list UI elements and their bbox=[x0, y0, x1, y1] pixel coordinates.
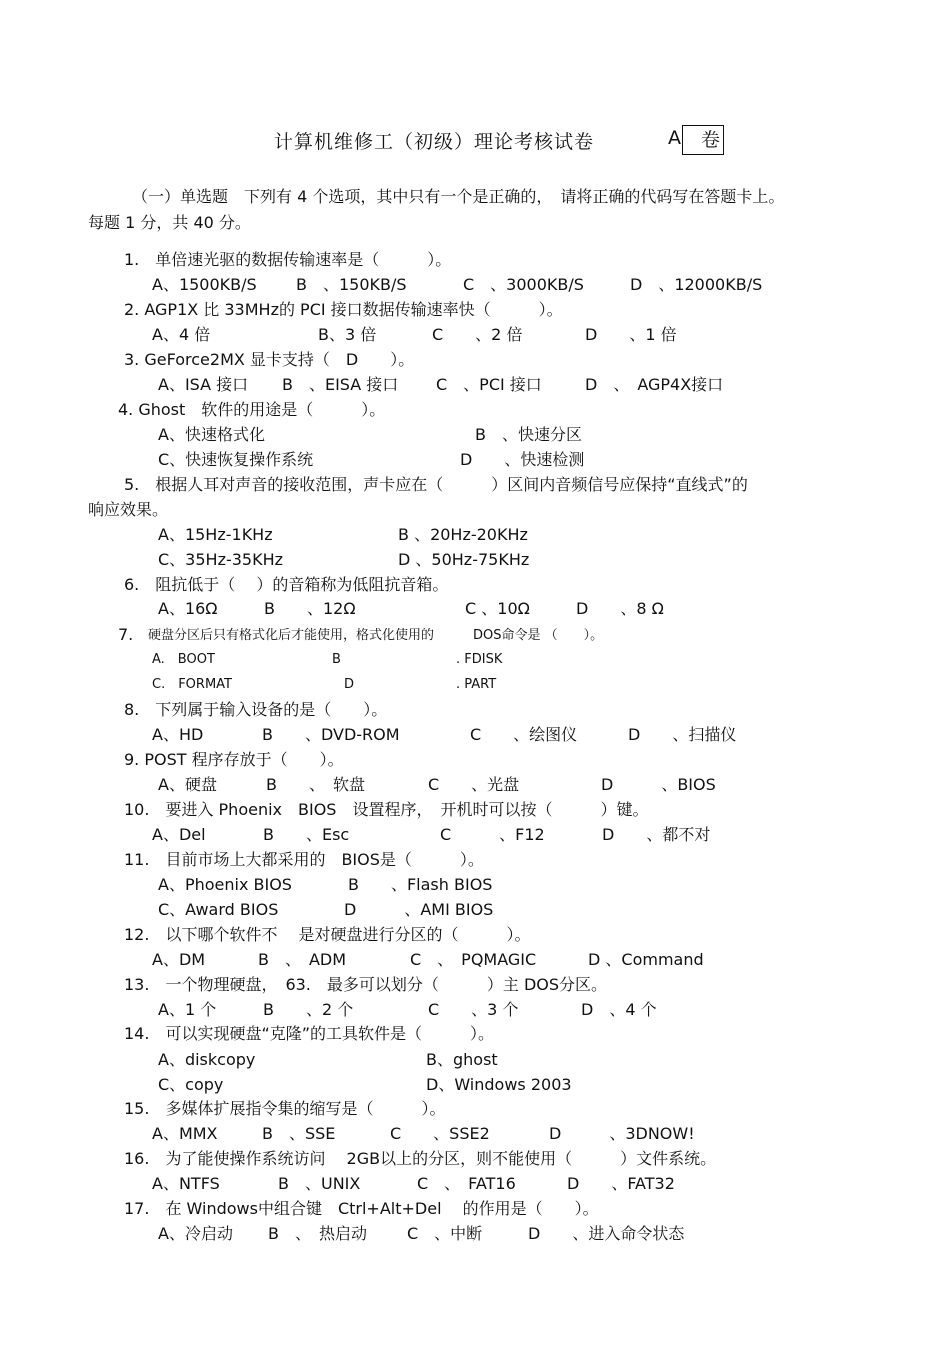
question-stem: 14. 可以实现硬盘“克隆”的工具软件是（ ）。 bbox=[124, 1024, 495, 1043]
option-d: D 、8 Ω bbox=[576, 599, 664, 618]
question-options bbox=[0, 375, 950, 395]
option-a: A、4 倍 bbox=[152, 325, 211, 344]
question-stem: 1. 单倍速光驱的数据传输速率是（ ）。 bbox=[124, 250, 452, 269]
question-stem: 16. 为了能使操作系统访问 2GB以上的分区，则不能使用（ ）文件系统。 bbox=[124, 1149, 717, 1168]
question-options bbox=[0, 275, 950, 295]
option-d: D 、4 个 bbox=[581, 1000, 657, 1019]
option-d: D、Windows 2003 bbox=[426, 1075, 572, 1094]
question-options bbox=[0, 450, 950, 470]
option-c: C 、 PQMAGIC bbox=[410, 950, 537, 969]
option-b: B 、 ADM bbox=[258, 950, 347, 969]
question-options bbox=[0, 1224, 950, 1244]
question-options bbox=[0, 725, 950, 745]
section-instructions: （一）单选题 下列有 4 个选项，其中只有一个是正确的， 请将正确的代码写在答题卡上。 bbox=[132, 187, 785, 206]
option-a: A. BOOT bbox=[152, 652, 215, 667]
question-options bbox=[0, 1075, 950, 1095]
question-stem: 4. Ghost 软件的用途是（ ）。 bbox=[118, 400, 386, 419]
option-c: C 、绘图仪 bbox=[470, 725, 578, 744]
question-options bbox=[0, 675, 950, 695]
option-a: A、ISA 接口 bbox=[158, 375, 249, 394]
question-options bbox=[0, 525, 950, 545]
option-d: D 、12000KB/S bbox=[630, 275, 763, 294]
question-options bbox=[0, 1000, 950, 1020]
option-d: D 、3DNOW! bbox=[549, 1124, 695, 1143]
option-c: C 、中断 bbox=[407, 1224, 483, 1243]
question-stem: 6. 阻抗低于（ ）的音箱称为低阻抗音箱。 bbox=[124, 575, 449, 594]
paper-version-box: 卷 bbox=[682, 125, 724, 155]
option-a: A、Del bbox=[152, 825, 206, 844]
question-stem: 10. 要进入 Phoenix BIOS 设置程序， 开机时可以按（ ）键。 bbox=[124, 800, 649, 819]
option-d: D 、Command bbox=[588, 950, 704, 969]
option-a: A、快速格式化 bbox=[158, 425, 265, 444]
option-d-text: . PART bbox=[456, 677, 497, 692]
option-c: C、copy bbox=[158, 1075, 224, 1094]
option-b: B 、SSE bbox=[262, 1124, 336, 1143]
option-a: A、DM bbox=[152, 950, 206, 969]
question-options bbox=[0, 650, 950, 670]
option-a: A、1 个 bbox=[158, 1000, 217, 1019]
page-title: 计算机维修工（初级）理论考核试卷 bbox=[274, 131, 595, 153]
question-stem: 12. 以下哪个软件不 是对硬盘进行分区的（ ）。 bbox=[124, 925, 531, 944]
question-stem-continued: 响应效果。 bbox=[88, 500, 169, 519]
option-b: B 、12Ω bbox=[264, 599, 356, 618]
question-options bbox=[0, 425, 950, 445]
option-c: C 、光盘 bbox=[428, 775, 520, 794]
option-c: C. FORMAT bbox=[152, 677, 232, 692]
option-c: C 、F12 bbox=[440, 825, 545, 844]
question-number: 7. bbox=[118, 625, 134, 644]
option-c: C 、10Ω bbox=[465, 599, 530, 618]
option-b: B 、20Hz-20KHz bbox=[398, 525, 528, 544]
option-c: C、35Hz-35KHz bbox=[158, 550, 284, 569]
question-stem: 8. 下列属于输入设备的是（ ）。 bbox=[124, 700, 388, 719]
option-a: A、HD bbox=[152, 725, 204, 744]
option-d: D 、BIOS bbox=[601, 775, 716, 794]
question-options bbox=[0, 1124, 950, 1144]
option-c: C、快速恢复操作系统 bbox=[158, 450, 314, 469]
option-a: A、硬盘 bbox=[158, 775, 217, 794]
option-b-text: . FDISK bbox=[456, 652, 503, 667]
option-b: B 、快速分区 bbox=[475, 425, 582, 444]
question-stem: 5. 根据人耳对声音的接收范围，声卡应在（ ）区间内音频信号应保持“直线式”的 bbox=[124, 475, 748, 494]
option-d: D 、FAT32 bbox=[567, 1174, 675, 1193]
question-options bbox=[0, 599, 950, 619]
option-d: D 、1 倍 bbox=[585, 325, 677, 344]
option-b: B、ghost bbox=[426, 1050, 498, 1069]
question-stem: 3. GeForce2MX 显卡支持（ D ）。 bbox=[124, 350, 415, 369]
question-stem: 13. 一个物理硬盘， 63. 最多可以划分（ ）主 DOS分区。 bbox=[124, 975, 608, 994]
question-stem: 2. AGP1X 比 33MHz的 PCI 接口数据传输速率快（ ）。 bbox=[124, 300, 563, 319]
option-a: A、16Ω bbox=[158, 599, 218, 618]
option-c: C 、 FAT16 bbox=[417, 1174, 516, 1193]
option-b: B 、2 个 bbox=[263, 1000, 354, 1019]
question-stem: 9. POST 程序存放于（ ）。 bbox=[124, 750, 344, 769]
option-b: B 、 热启动 bbox=[268, 1224, 367, 1243]
option-b: B 、DVD-ROM bbox=[262, 725, 400, 744]
question-options bbox=[0, 325, 950, 345]
option-c: C 、PCI 接口 bbox=[436, 375, 542, 394]
question-options bbox=[0, 1050, 950, 1070]
option-a: A、NTFS bbox=[152, 1174, 220, 1193]
option-c: C 、3000KB/S bbox=[463, 275, 584, 294]
option-c: C、Award BIOS bbox=[158, 900, 279, 919]
option-d: D 、进入命令状态 bbox=[528, 1224, 685, 1243]
option-d: D 、快速检测 bbox=[460, 450, 585, 469]
option-c: C 、3 个 bbox=[428, 1000, 519, 1019]
question-stem: 11. 目前市场上大都采用的 BIOS是（ ）。 bbox=[124, 850, 484, 869]
option-b: B、3 倍 bbox=[318, 325, 377, 344]
option-d: D 、50Hz-75KHz bbox=[398, 550, 530, 569]
question-options bbox=[0, 825, 950, 845]
option-d: D bbox=[344, 677, 355, 692]
option-d: D 、AMI BIOS bbox=[344, 900, 494, 919]
option-a: A、MMX bbox=[152, 1124, 218, 1143]
question-options bbox=[0, 775, 950, 795]
option-c: C 、2 倍 bbox=[432, 325, 523, 344]
question-stem: 17. 在 Windows中组合键 Ctrl+Alt+Del 的作用是（ ）。 bbox=[124, 1199, 599, 1218]
option-a: A、Phoenix BIOS bbox=[158, 875, 292, 894]
question-options bbox=[0, 1174, 950, 1194]
option-b: B 、Flash BIOS bbox=[348, 875, 493, 894]
option-b: B 、150KB/S bbox=[296, 275, 407, 294]
question-options bbox=[0, 900, 950, 920]
option-b: B 、 软盘 bbox=[266, 775, 365, 794]
option-a: A、diskcopy bbox=[158, 1050, 256, 1069]
paper-version-letter: A bbox=[668, 127, 681, 149]
option-a: A、1500KB/S bbox=[152, 275, 257, 294]
question-options bbox=[0, 950, 950, 970]
section-scoring: 每题 1 分，共 40 分。 bbox=[88, 213, 251, 232]
option-b: B bbox=[332, 652, 341, 667]
option-d: D 、 AGP4X接口 bbox=[585, 375, 724, 394]
question-stem: 硬盘分区后只有格式化后才能使用，格式化使用的 DOS命令是 （ ）。 bbox=[148, 628, 604, 643]
option-b: B 、EISA 接口 bbox=[282, 375, 399, 394]
option-b: B 、Esc bbox=[263, 825, 350, 844]
option-c: C 、SSE2 bbox=[390, 1124, 490, 1143]
option-a: A、冷启动 bbox=[158, 1224, 233, 1243]
option-b: B 、UNIX bbox=[278, 1174, 361, 1193]
option-a: A、15Hz-1KHz bbox=[158, 525, 273, 544]
question-options bbox=[0, 550, 950, 570]
question-options bbox=[0, 875, 950, 895]
option-d: D 、都不对 bbox=[602, 825, 711, 844]
question-stem: 15. 多媒体扩展指令集的缩写是（ ）。 bbox=[124, 1099, 446, 1118]
option-d: D 、扫描仪 bbox=[628, 725, 737, 744]
